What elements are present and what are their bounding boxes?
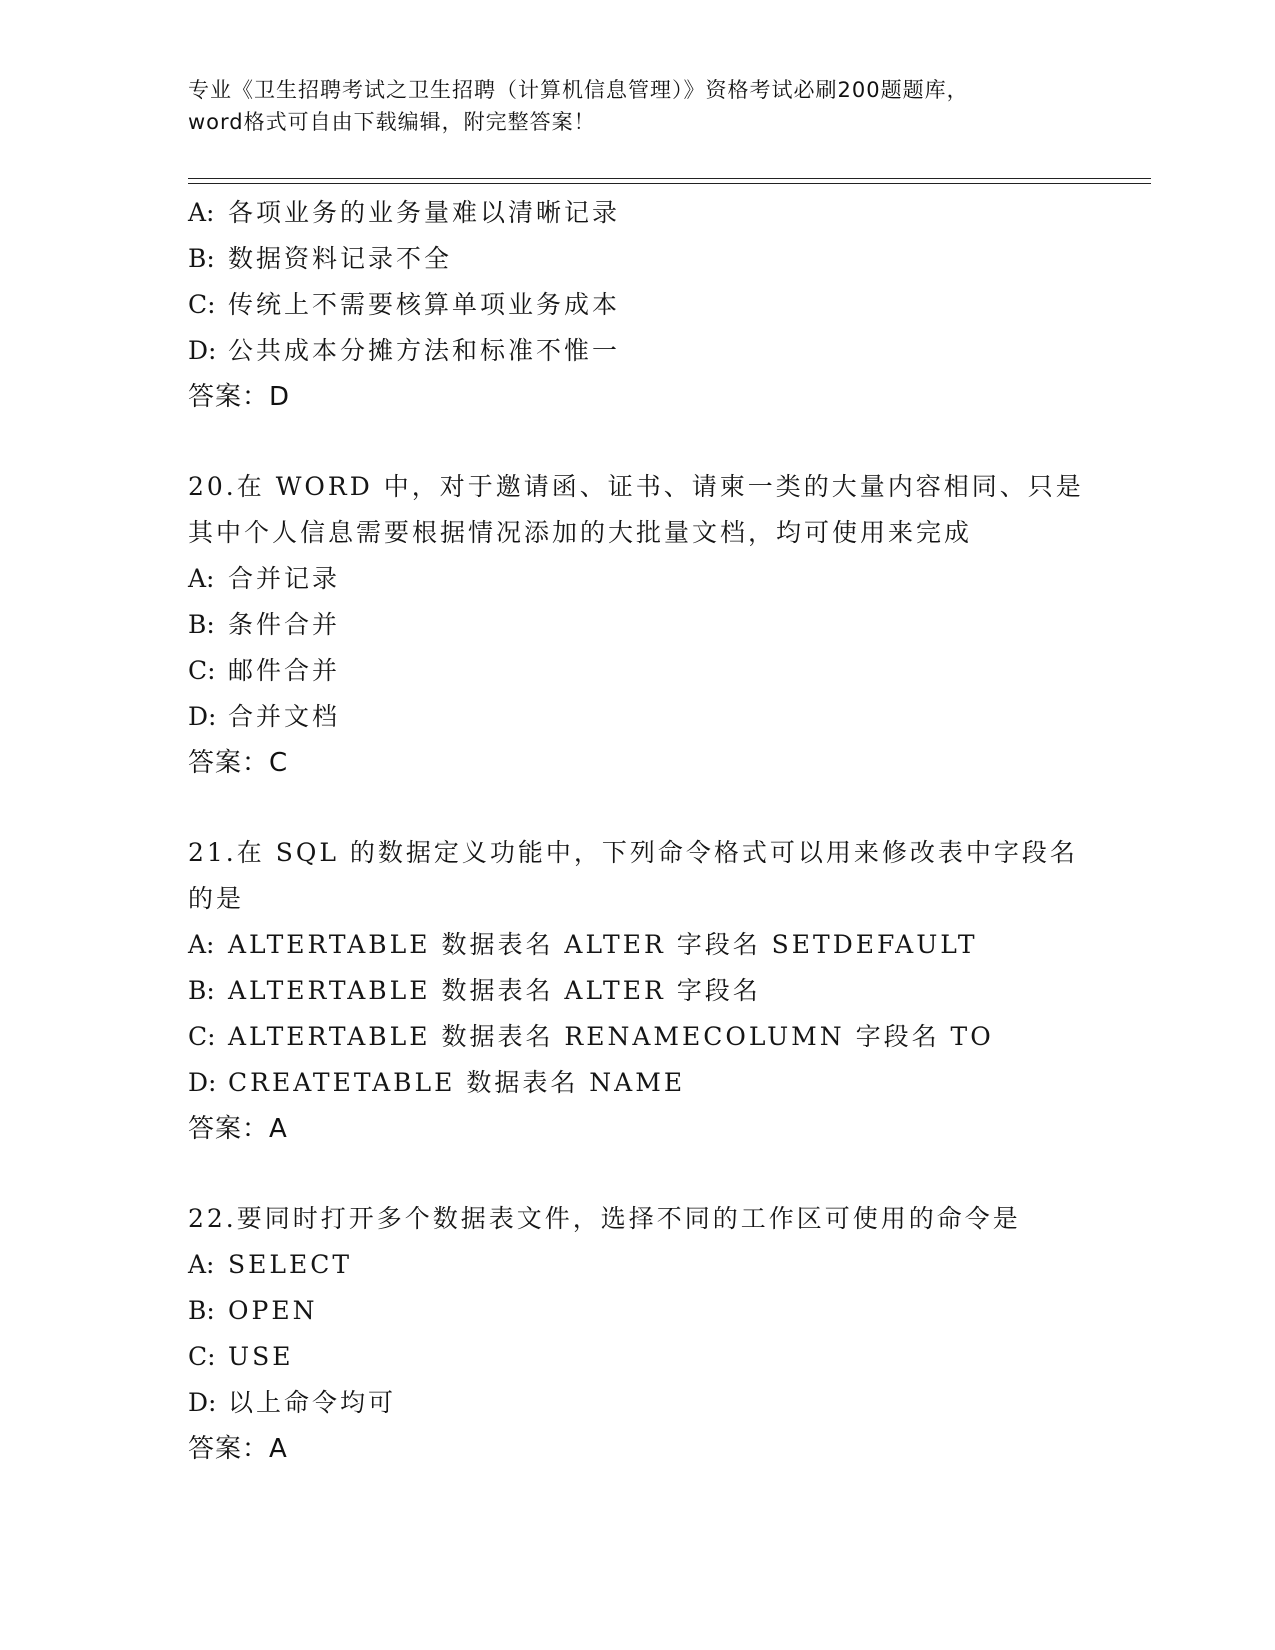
- question-block: [188, 830, 1088, 1152]
- answer-option: [188, 190, 1088, 236]
- option-text: ALTERTABLE 数据表名 ALTER 字段名: [228, 976, 761, 1005]
- option-label: C:: [188, 1342, 216, 1371]
- answer-option: [188, 556, 1088, 602]
- question-block: [188, 1196, 1088, 1472]
- option-text: 以上命令均可: [228, 1388, 397, 1417]
- question-block: [188, 190, 1088, 420]
- question-text: 20.在 WORD 中，对于邀请函、证书、请柬一类的大量内容相同、只是: [188, 472, 1084, 501]
- option-text: USE: [228, 1342, 294, 1371]
- answer-option: [188, 1380, 1088, 1426]
- answer-option: [188, 282, 1088, 328]
- answer-option: [188, 648, 1088, 694]
- option-label: B:: [188, 244, 215, 273]
- answer-option: [188, 694, 1088, 740]
- option-label: A:: [188, 1250, 215, 1279]
- option-text: 合并记录: [228, 564, 341, 593]
- answer-option: [188, 1334, 1088, 1380]
- option-label: A:: [188, 930, 215, 959]
- option-label: C:: [188, 656, 216, 685]
- header-divider-top: [188, 178, 1151, 179]
- option-text: 公共成本分摊方法和标准不惟一: [228, 336, 621, 365]
- option-label: D:: [188, 1388, 217, 1417]
- answer-option: [188, 236, 1088, 282]
- option-label: B:: [188, 1296, 215, 1325]
- option-label: B:: [188, 976, 215, 1005]
- answer-option: [188, 1288, 1088, 1334]
- option-text: 数据资料记录不全: [228, 244, 453, 273]
- answer-key: 答案：A: [188, 1434, 288, 1464]
- answer-option: [188, 922, 1088, 968]
- option-label: D:: [188, 1068, 217, 1097]
- option-label: A:: [188, 198, 215, 227]
- answer-option: [188, 1242, 1088, 1288]
- option-label: D:: [188, 336, 217, 365]
- question-text: 21.在 SQL 的数据定义功能中，下列命令格式可以用来修改表中字段名: [188, 838, 1078, 867]
- answer-key: 答案：C: [188, 748, 289, 778]
- answer-option: [188, 328, 1088, 374]
- header-line-2: word格式可自由下载编辑，附完整答案！: [188, 110, 596, 134]
- option-text: 传统上不需要核算单项业务成本: [228, 290, 621, 319]
- answer-key: 答案：D: [188, 382, 291, 412]
- answer-option: [188, 602, 1088, 648]
- option-label: D:: [188, 702, 217, 731]
- document-header: [188, 74, 1088, 138]
- option-label: A:: [188, 564, 215, 593]
- question-list: [188, 190, 1088, 1472]
- question-block: [188, 464, 1088, 786]
- option-text: 各项业务的业务量难以清晰记录: [228, 198, 621, 227]
- question-text: 22.要同时打开多个数据表文件，选择不同的工作区可使用的命令是: [188, 1204, 1021, 1233]
- header-line-1: 专业《卫生招聘考试之卫生招聘（计算机信息管理）》资格考试必刷200题题库，: [188, 78, 969, 102]
- option-text: 条件合并: [228, 610, 341, 639]
- answer-option: [188, 1014, 1088, 1060]
- block-spacer: [188, 420, 1088, 464]
- answer-key: 答案：A: [188, 1114, 288, 1144]
- option-label: B:: [188, 610, 215, 639]
- option-text: CREATETABLE 数据表名 NAME: [228, 1068, 686, 1097]
- option-text: ALTERTABLE 数据表名 RENAMECOLUMN 字段名 TO: [228, 1022, 994, 1051]
- block-spacer: [188, 1152, 1088, 1196]
- option-label: C:: [188, 290, 216, 319]
- option-text: OPEN: [228, 1296, 318, 1325]
- option-text: SELECT: [228, 1250, 353, 1279]
- answer-option: [188, 1060, 1088, 1106]
- option-text: ALTERTABLE 数据表名 ALTER 字段名 SETDEFAULT: [228, 930, 978, 959]
- block-spacer: [188, 786, 1088, 830]
- option-text: 合并文档: [228, 702, 341, 731]
- question-text: 的是: [188, 884, 245, 913]
- option-label: C:: [188, 1022, 216, 1051]
- question-text: 其中个人信息需要根据情况添加的大批量文档，均可使用来完成: [188, 518, 973, 547]
- header-divider-bottom: [188, 183, 1151, 184]
- option-text: 邮件合并: [228, 656, 341, 685]
- answer-option: [188, 968, 1088, 1014]
